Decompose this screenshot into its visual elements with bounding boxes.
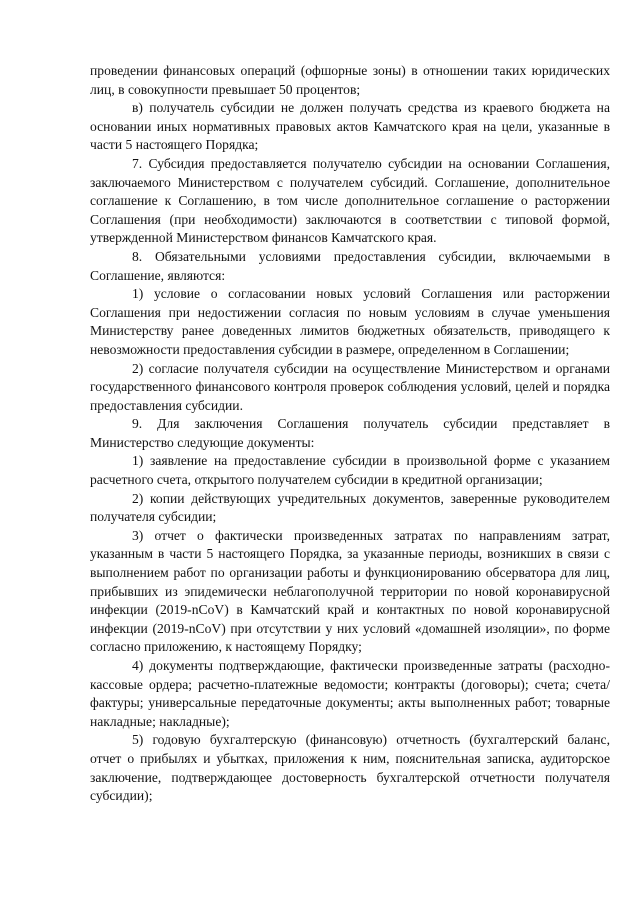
- paragraph-clause-9-item-1: 1) заявление на предоставление субсидии в произвольной форме с указанием расчетного счета, открытого получателем субсидии в кредитной организации;: [90, 453, 610, 488]
- paragraph-continuation-offshore: проведении финансовых операций (офшорные зоны) в отношении таких юридических лиц, в совокупности превышает 50 процентов;: [90, 63, 610, 97]
- paragraph-clause-9-item-4: 4) документы подтверждающие, фактически произведенные затраты (расходно-кассовые ордера; расчетно-платежные ведомости; контракты (договоры); счета; счета/фактуры; универсальные передаточные документы; акты выполненных работ; товарные накладные; накладные);: [90, 658, 610, 729]
- document-page: [90, 62, 610, 806]
- paragraph-clause-9: 9. Для заключения Соглашения получатель субсидии представляет в Министерство следующие документы:: [90, 416, 610, 450]
- paragraph-clause-8: 8. Обязательными условиями предоставления субсидии, включаемыми в Соглашение, являются:: [90, 248, 610, 283]
- paragraph-clause-9-item-2: 2) копии действующих учредительных документов, заверенные руководителем получателя субсидии;: [90, 490, 610, 525]
- paragraph-clause-8-item-2: 2) согласие получателя субсидии на осуществление Министерством и органами государственного финансового контроля проверок соблюдения условий, целей и порядка предоставления субсидии.: [90, 360, 610, 413]
- paragraph-clause-7: 7. Субсидия предоставляется получателю субсидии на основании Соглашения, заключаемого Министерством с получателем субсидий. Соглашение, дополнительное соглашение к Соглашению, в том числе дополнительное соглашение о расторжении Соглашения (при необходимости) заключаются в соответствии с типовой формой, утвержденной Министерством финансов Камчатского края.: [90, 155, 610, 246]
- paragraph-clause-8-item-1: 1) условие о согласовании новых условий Соглашения или расторжении Соглашения при недостижении согласия по новым условиям в случае уменьшения Министерству ранее доведенных лимитов бюджетных обязательств, приводящего к невозможности предоставления субсидии в размере, определенном в Соглашении;: [90, 286, 610, 357]
- paragraph-clause-9-item-3: 3) отчет о фактически произведенных затратах по направлениям затрат, указанным в части 5 настоящего Порядка, за указанные периоды, возникших в связи с выполнением работ по организации работы и функционированию обсерватора для лиц, прибывших из эпидемически неблагополучной территории по новой коронавирусной инфекции (2019-nCoV) в Камчатский край и контактных по новой коронавирусной инфекции (2019-nCoV) при отсутствии у них условий «домашней изоляции», по форме согласно приложению, к настоящему Порядку;: [90, 527, 610, 655]
- paragraph-clause-9-item-5: 5) годовую бухгалтерскую (финансовую) отчетность (бухгалтерский баланс, отчет о прибылях и убытках, приложения к ним, пояснительная записка, аудиторское заключение, подтверждающее достоверность бухгалтерской отчетности получателя субсидии);: [90, 732, 610, 804]
- paragraph-item-v: в) получатель субсидии не должен получать средства из краевого бюджета на основании иных нормативных правовых актов Камчатского края на цели, указанные в части 5 настоящего Порядка;: [90, 100, 610, 153]
